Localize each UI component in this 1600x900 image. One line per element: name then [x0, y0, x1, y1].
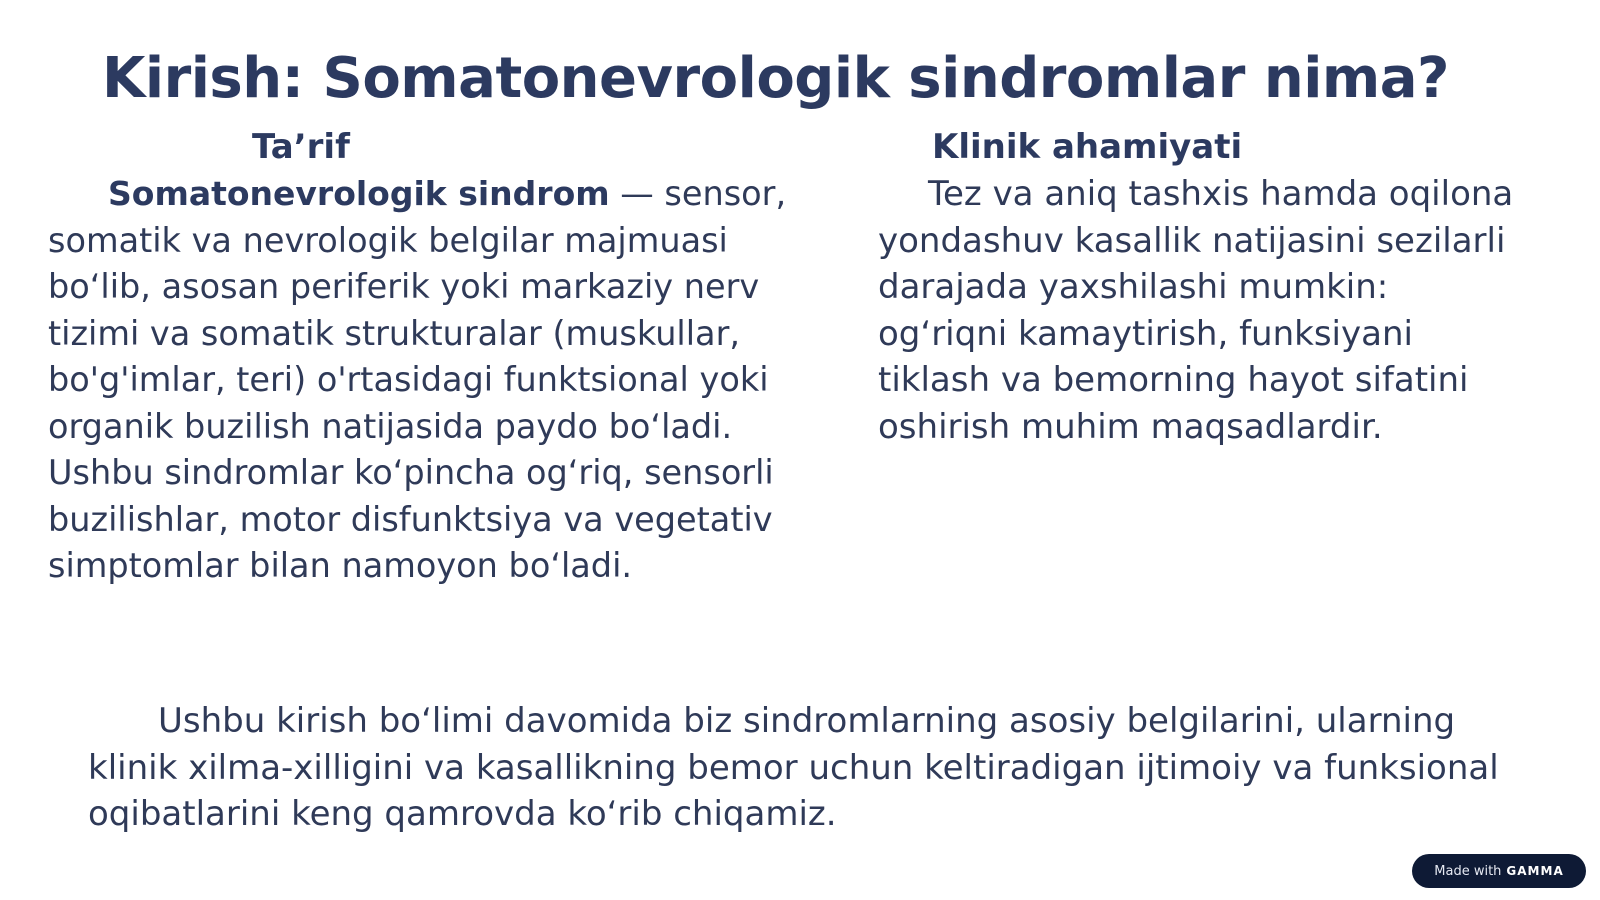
definition-paragraph	[48, 171, 808, 590]
definition-heading: Ta’rif	[252, 127, 350, 167]
definition-text: — sensor, somatik va nevrologik belgilar majmuasi bo‘lib, asosan periferik yoki markaziy nerv tizimi va somatik strukturalar (muskullar, bo'g'imlar, teri) o'rtasidagi funktsional yoki organik buzilish natijasida paydo bo‘ladi. Ushbu sindromlar ko‘pincha og‘riq, sensorli buzilishlar, motor disfunktsiya va vegetativ simptomlar bilan namoyon bo‘ladi.	[48, 174, 787, 585]
slide-title: Kirish: Somatonevrologik sindromlar nima?	[102, 46, 1450, 111]
clinical-significance-heading: Klinik ahamiyati	[932, 127, 1243, 167]
intro-summary-paragraph: Ushbu kirish bo‘limi davomida biz sindromlarning asosiy belgilarini, ularning klinik xilma-xilligini va kasallikning bemor uchun keltiradigan ijtimoiy va funksional oqibatlarini keng qamrovda ko‘rib chiqamiz.	[88, 701, 1499, 834]
gamma-logo: GAMMA	[1506, 864, 1564, 878]
made-with-label: Made with	[1434, 863, 1502, 879]
definition-term: Somatonevrologik sindrom	[108, 174, 610, 213]
clinical-significance-paragraph: Tez va aniq tashxis hamda oqilona yondashuv kasallik natijasini sezilarli darajada yaxshilashi mumkin: og‘riqni kamaytirish, funksiyani tiklash va bemorning hayot sifatini oshirish muhim maqsadlardir.	[878, 174, 1514, 447]
made-with-gamma-badge[interactable]	[1412, 854, 1586, 888]
